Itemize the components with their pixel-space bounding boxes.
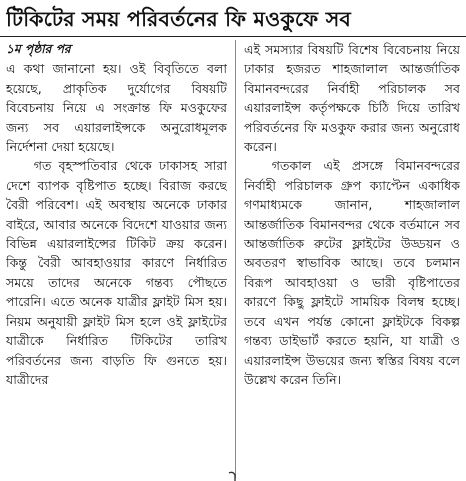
paragraph: এ কথা জানানো হয়। ওই বিবৃতিতে বলা হয়েছে, প্রাকৃতিক দুর্যোগের বিষয়টি বিবেচনায় নিয়ে এ সংক্রান্ত ফি মওকুফের জন্য সব এয়ারলাইন্সকে অনুরোধমূলক নির্দেশনা দেয়া হয়েছে।	[6, 61, 227, 155]
cut-off-glyph-icon	[226, 471, 240, 481]
paragraph: গত বৃহস্পতিবার থেকে ঢাকাসহ সারা দেশে ব্যাপক বৃষ্টিপাত হচ্ছে। বিরাজ করছে বৈরী পরিবেশ। এই অবস্থায় অনেকে ঢাকার বাইরে, আবার অনেকে বিদেশে যাওয়ার জন্য বিভিন্ন এয়ারলাইন্সের টিকিট ক্রয় করেন। কিন্তু বৈরী আবহাওয়ার কারণে নির্ধারিত সময়ে তাদের অনেকে গন্তব্য পৌছতে পারেনি। এতে অনেক যাত্রীর ফ্লাইট মিস হয়। নিয়ম অনুযায়ী ফ্লাইট মিস হলে ওই ফ্লাইটের যাত্রীকে নির্ধারিত টিকিটের তারিখ পরিবর্তনের জন্য বাড়তি ফি গুনতে হয়। যাত্রীদের	[6, 158, 227, 387]
headline-rule	[0, 36, 466, 37]
page-edge-mark	[226, 471, 240, 481]
article-column-right	[244, 40, 460, 480]
continued-from-label: ১ম পৃষ্ঠার পর	[6, 42, 71, 56]
paragraph: গতকাল এই প্রসঙ্গে বিমানবন্দরের নির্বাহী পরিচালক গ্রুপ ক্যাপ্টেন একাধিক গণমাধ্যমকে জানান, শাহজালাল আন্তর্জাতিক বিমানবন্দর থেকে বর্তমানে সব আন্তর্জাতিক রুটের ফ্লাইটের উড্ডয়ন ও অবতরণ স্বাভাবিক আছে। তবে চলমান বিরূপ আবহাওয়া ও ভারী বৃষ্টিপাতের কারণে কিছু ফ্লাইটে সাময়িক বিলম্ব হচ্ছে। তবে এখন পর্যন্ত কোনো ফ্লাইটকে বিকল্প গন্তব্য ডাইভার্ট করতে হয়নি, যা যাত্রী ও এয়ারলাইন্স উভয়ের জন্য স্বস্তির বিষয় বলে উল্লেখ করেন তিনি।	[244, 158, 460, 387]
article-column-left	[6, 40, 227, 480]
paragraph: এই সমস্যার বিষয়টি বিশেষ বিবেচনায় নিয়ে ঢাকার হজরত শাহজালাল আন্তর্জাতিক বিমানবন্দরের নির্বাহী পরিচালক সব এয়ারলাইন্স কর্তৃপক্ষকে চিঠি দিয়ে তারিখ পরিবর্তনের ফি মওকুফ করার জন্য অনুরোধ করেন।	[244, 42, 460, 155]
headline: টিকিটের সময় পরিবর্তনের ফি মওকুফে সব	[6, 7, 352, 31]
column-divider	[235, 40, 236, 478]
